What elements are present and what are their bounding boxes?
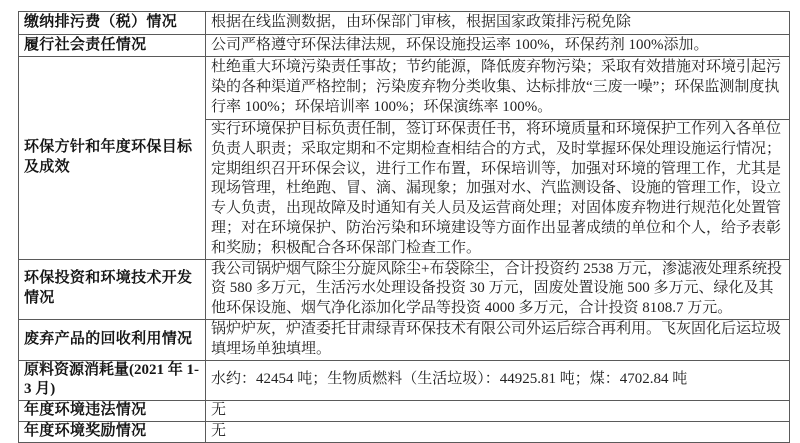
row-content-violations: 无 [206, 401, 790, 422]
table-row-awards [19, 421, 790, 442]
table-row-raw-material [19, 360, 790, 401]
table-row-violations [19, 401, 790, 422]
row-content-policy-goals-b: 实行环境保护目标负责任制，签订环保责任书，将环境质量和环境保护工作列入各单位负责人职责；采取定期和不定期检查相结合的方式，及时掌握环保处理设施运行情况；定期组织召开环保会议，进行工作布置，环保培训等，加强对环境的管理工作，尤其是现场管理，杜绝跑、冒、滴、漏现象；加强对水、汽监测设备、设施的管理工作，设立专人负责，出现故障及时通知有关人员及运营商处理；对固体废弃物进行规范化处置管理；对在环境保护、防治污染和环境建设等方面作出显著成绩的单位和个人，给予表彰和奖励；积极配合各环保部门检查工作。 [206, 120, 790, 260]
environmental-disclosure-table [18, 11, 790, 443]
table-row-waste-recycling [19, 319, 790, 360]
row-content-waste-recycling: 锅炉炉灰，炉渣委托甘肃绿青环保技术有限公司外运后综合再利用。飞灰固化后运垃圾填埋场单独填埋。 [206, 319, 790, 360]
table-row-social-responsibility [19, 35, 790, 57]
row-label-raw-material: 原料资源消耗量(2021 年 1-3 月) [19, 360, 206, 401]
row-label-investment: 环保投资和环境技术开发情况 [19, 259, 206, 319]
row-label-waste-recycling: 废弃产品的回收利用情况 [19, 319, 206, 360]
table-row-policy-goals-a [19, 57, 790, 120]
row-content-policy-goals-a: 杜绝重大环境污染责任事故；节约能源，降低废弃物污染；采取有效措施对环境引起污染的各种渠道严格控制；污染废弃物分类收集、达标排放“三废一噪”；环保监测制度执行率 100%；环保培训率 100%；环保演练率 100%。 [206, 57, 790, 120]
row-label-policy-goals: 环保方针和年度环保目标及成效 [19, 57, 206, 260]
row-content-investment: 我公司锅炉烟气除尘分旋风除尘+布袋除尘，合计投资约 2538 万元，渗滤液处理系统投资 580 多万元，生活污水处理设备投资 30 万元，固废处置设施 500 多万元、绿化及其他环保设施、烟气净化添加化学品等投资 4000 多万元，合计投资 8108.7 万元。 [206, 259, 790, 319]
row-content-awards: 无 [206, 421, 790, 442]
table-row-investment [19, 259, 790, 319]
row-label-awards: 年度环境奖励情况 [19, 421, 206, 442]
row-content-raw-material: 水约：42454 吨；生物质燃料（生活垃圾）：44925.81 吨；煤：4702.84 吨 [206, 360, 790, 401]
row-label-violations: 年度环境违法情况 [19, 401, 206, 422]
row-content-sewage-fee: 根据在线监测数据，由环保部门审核，根据国家政策排污税免除 [206, 12, 790, 35]
row-content-social-responsibility: 公司严格遵守环保法律法规，环保设施投运率 100%，环保药剂 100%添加。 [206, 35, 790, 57]
table-row-sewage-fee [19, 12, 790, 35]
row-label-sewage-fee: 缴纳排污费（税）情况 [19, 12, 206, 35]
row-label-social-responsibility: 履行社会责任情况 [19, 35, 206, 57]
